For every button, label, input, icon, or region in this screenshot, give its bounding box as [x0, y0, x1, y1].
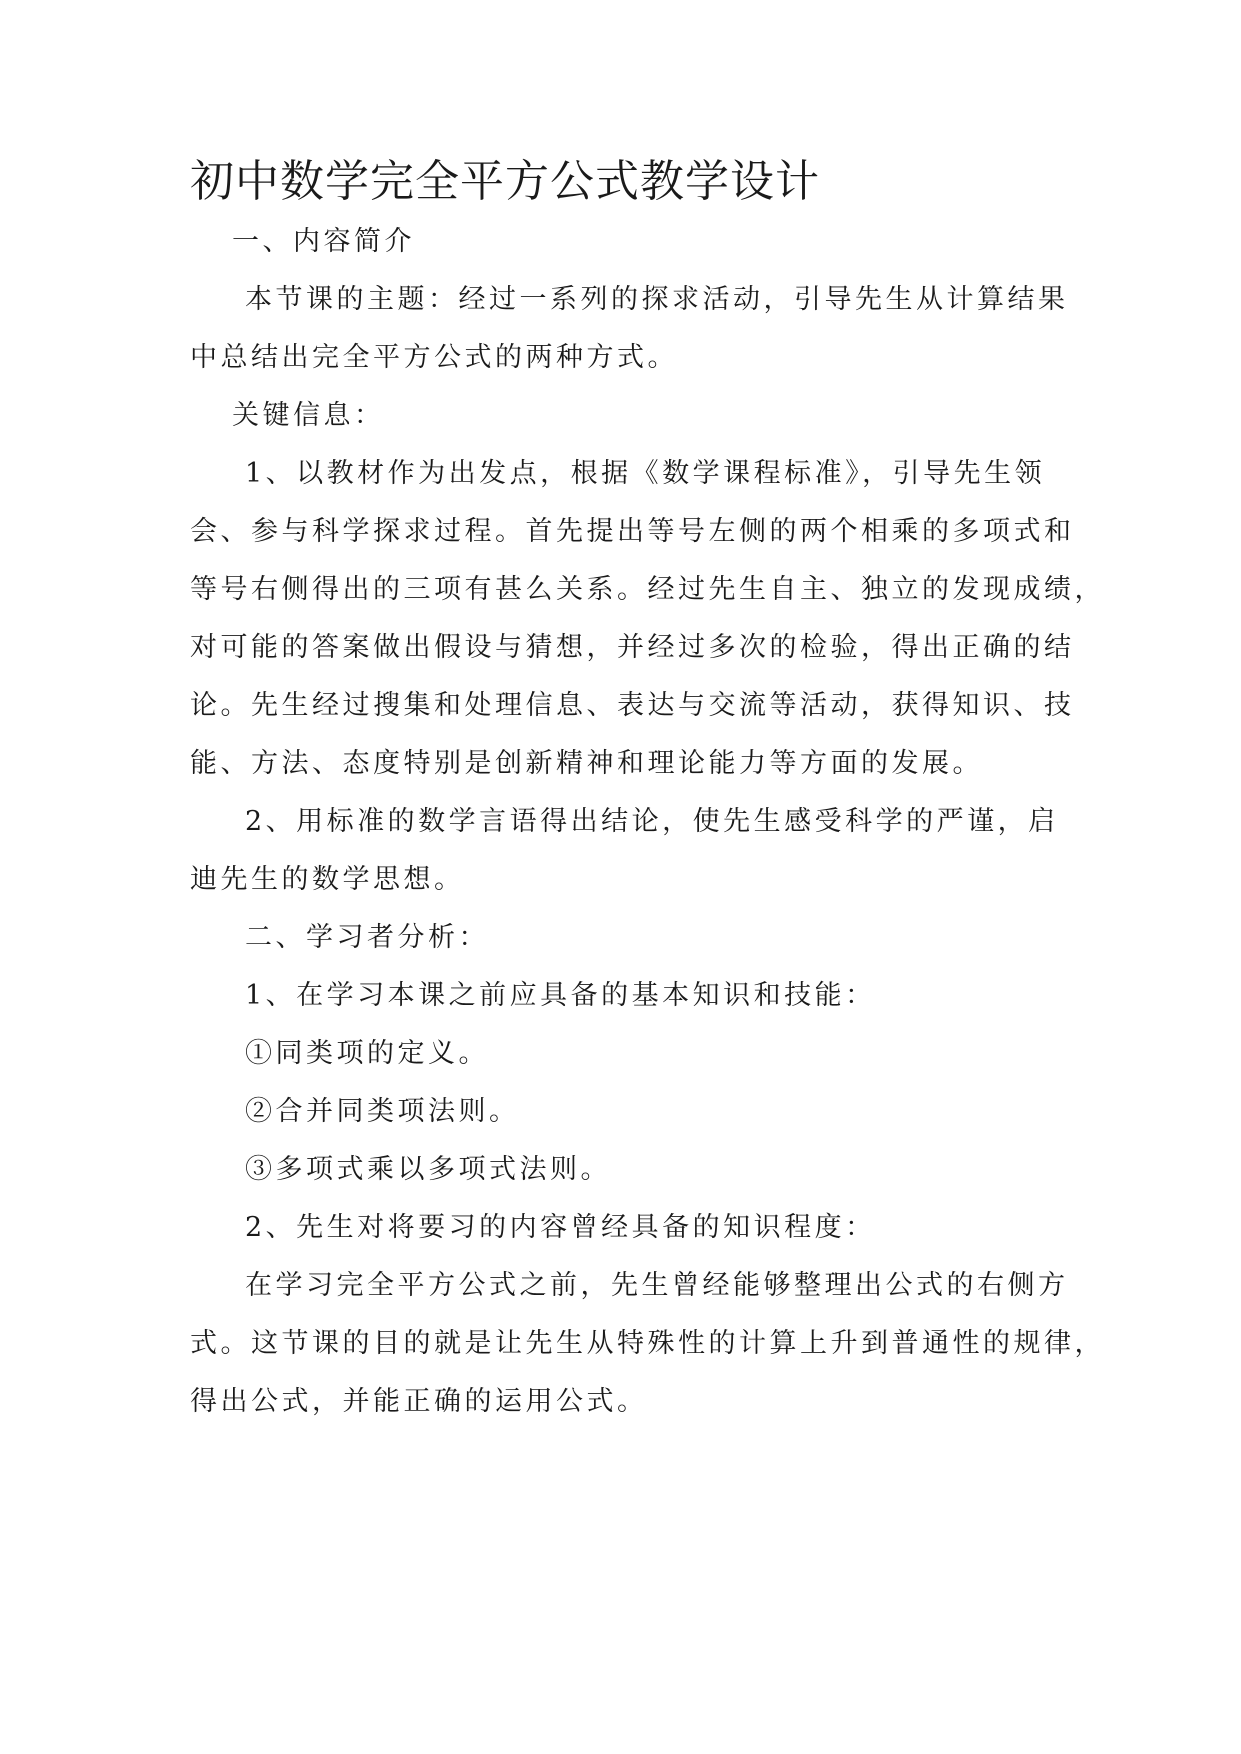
- paragraph-line: 等号右侧得出的三项有甚么关系。经过先生自主、独立的发现成绩，: [190, 574, 1105, 605]
- section-heading-intro: 一、内容简介: [232, 226, 415, 257]
- paragraph-line: 式。这节课的目的就是让先生从特殊性的计算上升到普通性的规律，: [190, 1328, 1105, 1359]
- paragraph-line: 中总结出完全平方公式的两种方式。: [190, 342, 678, 373]
- list-heading: 2、先生对将要习的内容曾经具备的知识程度：: [245, 1212, 876, 1243]
- section-heading-learners: 二、学习者分析：: [245, 922, 489, 953]
- paragraph-line: 得出公式，并能正确的运用公式。: [190, 1386, 648, 1417]
- paragraph-line: 在学习完全平方公式之前，先生曾经能够整理出公式的右侧方: [245, 1270, 1069, 1301]
- paragraph-line: 论。先生经过搜集和处理信息、表达与交流等活动，获得知识、技: [190, 690, 1075, 721]
- key-info-heading: 关键信息：: [232, 400, 385, 431]
- paragraph-line: 1、以教材作为出发点，根据《数学课程标准》，引导先生领: [245, 458, 1046, 489]
- paragraph-line: 对可能的答案做出假设与猜想，并经过多次的检验，得出正确的结: [190, 632, 1075, 663]
- list-item: ②合并同类项法则。: [245, 1096, 520, 1127]
- document-title: 初中数学完全平方公式教学设计: [190, 156, 820, 207]
- paragraph-line: 迪先生的数学思想。: [190, 864, 465, 895]
- list-item: ①同类项的定义。: [245, 1038, 489, 1069]
- paragraph-line: 会、参与科学探求过程。首先提出等号左侧的两个相乘的多项式和: [190, 516, 1075, 547]
- list-heading: 1、在学习本课之前应具备的基本知识和技能：: [245, 980, 876, 1011]
- paragraph-line: 能、方法、态度特别是创新精神和理论能力等方面的发展。: [190, 748, 983, 779]
- list-item: ③多项式乘以多项式法则。: [245, 1154, 611, 1185]
- paragraph-line: 本节课的主题：经过一系列的探求活动，引导先生从计算结果: [245, 284, 1069, 315]
- paragraph-line: 2、用标准的数学言语得出结论，使先生感受科学的严谨，启: [245, 806, 1059, 837]
